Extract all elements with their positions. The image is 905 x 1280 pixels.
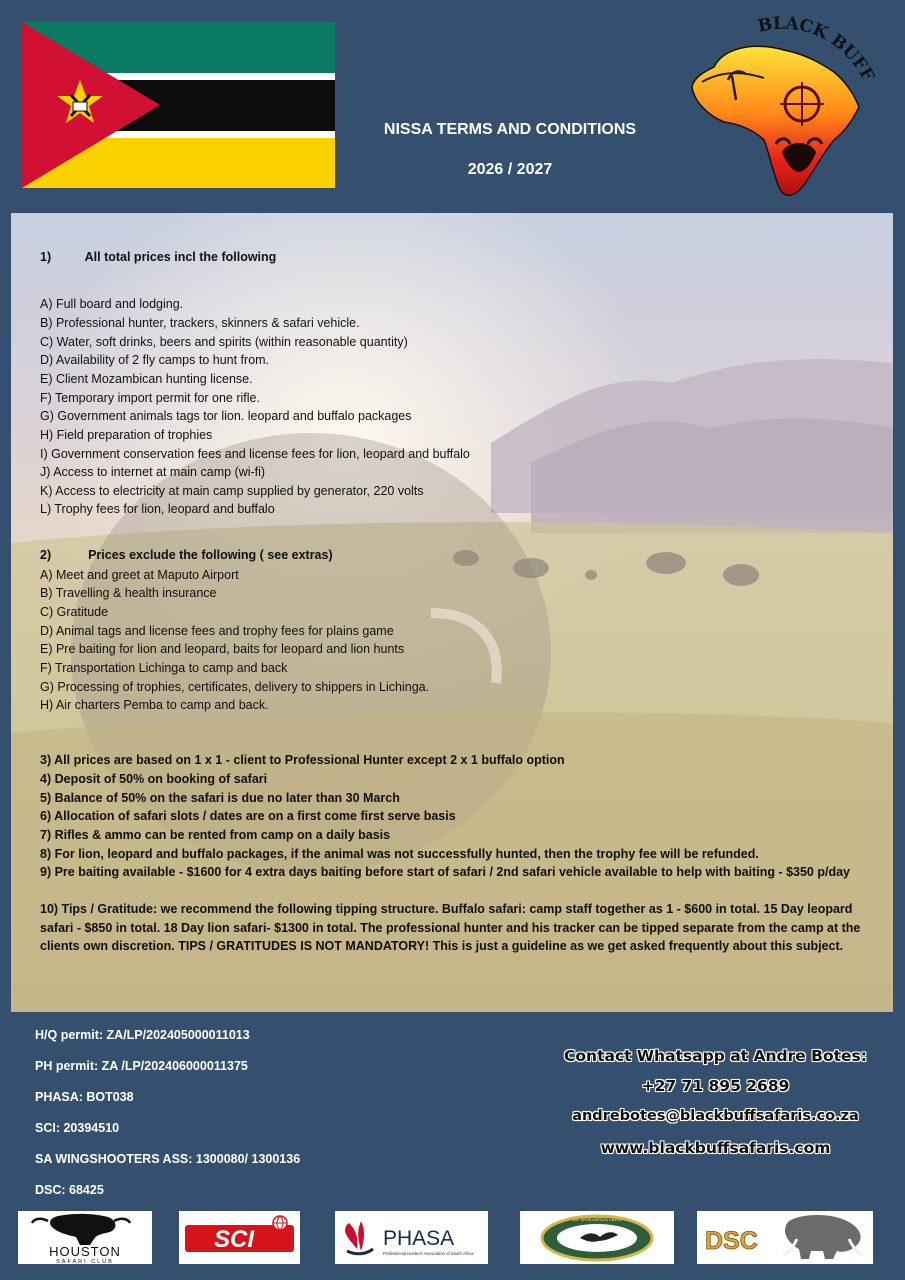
term-item-9: 9) Pre baiting available - $1600 for 4 extra days baiting before start of safari / 2nd safari vehicle available to help with baiting - $350 p/day (40, 865, 850, 879)
mozambique-flag (22, 22, 335, 188)
section1-number: 1) (40, 250, 52, 264)
term-item: 6) Allocation of safari slots / dates are on a first come first serve basis (40, 809, 456, 823)
permit-list (35, 1026, 300, 1212)
houston-safari-club-logo (18, 1211, 152, 1264)
term-item: 8) For lion, leopard and buffalo packages, if the animal was not successfully hunted, then the trophy fee will be refunded. (40, 847, 759, 861)
section1-item: I) Government conservation fees and license fees for lion, leopard and buffalo (40, 447, 470, 461)
contact-email[interactable]: andrebotes@blackbuffsafaris.co.za (572, 1108, 859, 1124)
section2-item: E) Pre baiting for lion and leopard, baits for leopard and lion hunts (40, 642, 405, 656)
hq-permit: H/Q permit: ZA/LP/202405000011013 (35, 1028, 250, 1042)
terms-panel (11, 213, 893, 1012)
section2-item: B) Travelling & health insurance (40, 586, 217, 600)
dsc-logo (697, 1211, 873, 1264)
phasa-number: PHASA: BOT038 (35, 1090, 134, 1104)
houston-sub-text: SAFARI CLUB (56, 1259, 114, 1264)
logo-text: BLACK BUFF (756, 13, 878, 85)
section1-item: B) Professional hunter, trackers, skinners & safari vehicle. (40, 316, 360, 330)
term-item: 7) Rifles & ammo can be rented from camp on a daily basis (40, 828, 391, 842)
section1-item: J) Access to internet at main camp (wi-fi) (40, 465, 266, 479)
phasa-logo (335, 1211, 488, 1264)
contact-heading: Contact Whatsapp at Andre Botes: (564, 1047, 867, 1065)
section1-item: G) Government animals tags tor lion. leopard and buffalo packages (40, 409, 412, 423)
term-item: 4) Deposit of 50% on booking of safari (40, 772, 268, 786)
wingshooters-number: SA WINGSHOOTERS ASS: 1300080/ 1300136 (35, 1152, 301, 1166)
section1-item: H) Field preparation of trophies (40, 428, 213, 442)
sci-logo (179, 1211, 300, 1264)
wingshooters-text: SA WINGSHOOTERS (572, 1217, 622, 1223)
section2-item: F) Transportation Lichinga to camp and back (40, 661, 288, 675)
sci-number: SCI: 20394510 (35, 1121, 120, 1135)
section1-item: K) Access to electricity at main camp supplied by generator, 220 volts (40, 484, 424, 498)
sa-wingshooters-logo (520, 1211, 674, 1264)
section2-heading (40, 546, 333, 565)
term-item-10: 10) Tips / Gratitude: we recommend the following tipping structure. Buffalo safari: camp staff together as 1 - $600 in total. 15 Day leopard safari - $850 in total. 18 Day lion safari- $1300 in total. The professional hunter and his tracker can be tipped separate from the camp at the clients own discretion. TIPS / GRATITUDES IS NOT MANDATORY! This is just a guideline as we get asked frequently about this subject. (40, 902, 861, 954)
ph-permit: PH permit: ZA /LP/202406000011375 (35, 1059, 248, 1073)
term-item: 3) All prices are based on 1 x 1 - client to Professional Hunter except 2 x 1 buffalo option (40, 753, 565, 767)
section2-item: G) Processing of trophies, certificates, delivery to shippers in Lichinga. (40, 680, 430, 694)
dsc-text: DSC (705, 1227, 758, 1255)
section2-item: D) Animal tags and license fees and trophy fees for plains game (40, 624, 394, 638)
phasa-text: PHASA (383, 1227, 455, 1250)
section2-item: C) Gratitude (40, 605, 109, 619)
section2-item: H) Air charters Pemba to camp and back. (40, 698, 269, 712)
term-item: 5) Balance of 50% on the safari is due no later than 30 March (40, 791, 400, 805)
section1-item: A) Full board and lodging. (40, 297, 184, 311)
section1-title: All total prices incl the following (84, 250, 277, 264)
section1-item: C) Water, soft drinks, beers and spirits (within reasonable quantity) (40, 335, 408, 349)
section2-title: Prices exclude the following ( see extras) (88, 548, 333, 562)
section1-item: F) Temporary import permit for one rifle. (40, 391, 260, 405)
section1-item: E) Client Mozambican hunting license. (40, 372, 253, 386)
section2-item: A) Meet and greet at Maputo Airport (40, 568, 239, 582)
black-buff-safaris-logo (684, 12, 884, 212)
season-label: 2026 / 2027 (467, 161, 553, 178)
houston-text: HOUSTON (49, 1244, 121, 1259)
page-title: NISSA TERMS AND CONDITIONS (383, 121, 637, 138)
section2-number: 2) (40, 548, 52, 562)
contact-website[interactable]: www.blackbuffsafaris.com (600, 1139, 831, 1157)
section1-item: D) Availability of 2 fly camps to hunt from. (40, 353, 270, 367)
contact-phone[interactable]: +27 71 895 2689 (641, 1077, 790, 1095)
sci-text: SCI (213, 1226, 255, 1253)
section1-item: L) Trophy fees for lion, leopard and buffalo (40, 502, 275, 516)
section1-heading (40, 248, 276, 267)
dsc-number: DSC: 68425 (35, 1183, 104, 1197)
phasa-sub-text: Professional Hunters' Association of South Africa (383, 1251, 474, 1256)
